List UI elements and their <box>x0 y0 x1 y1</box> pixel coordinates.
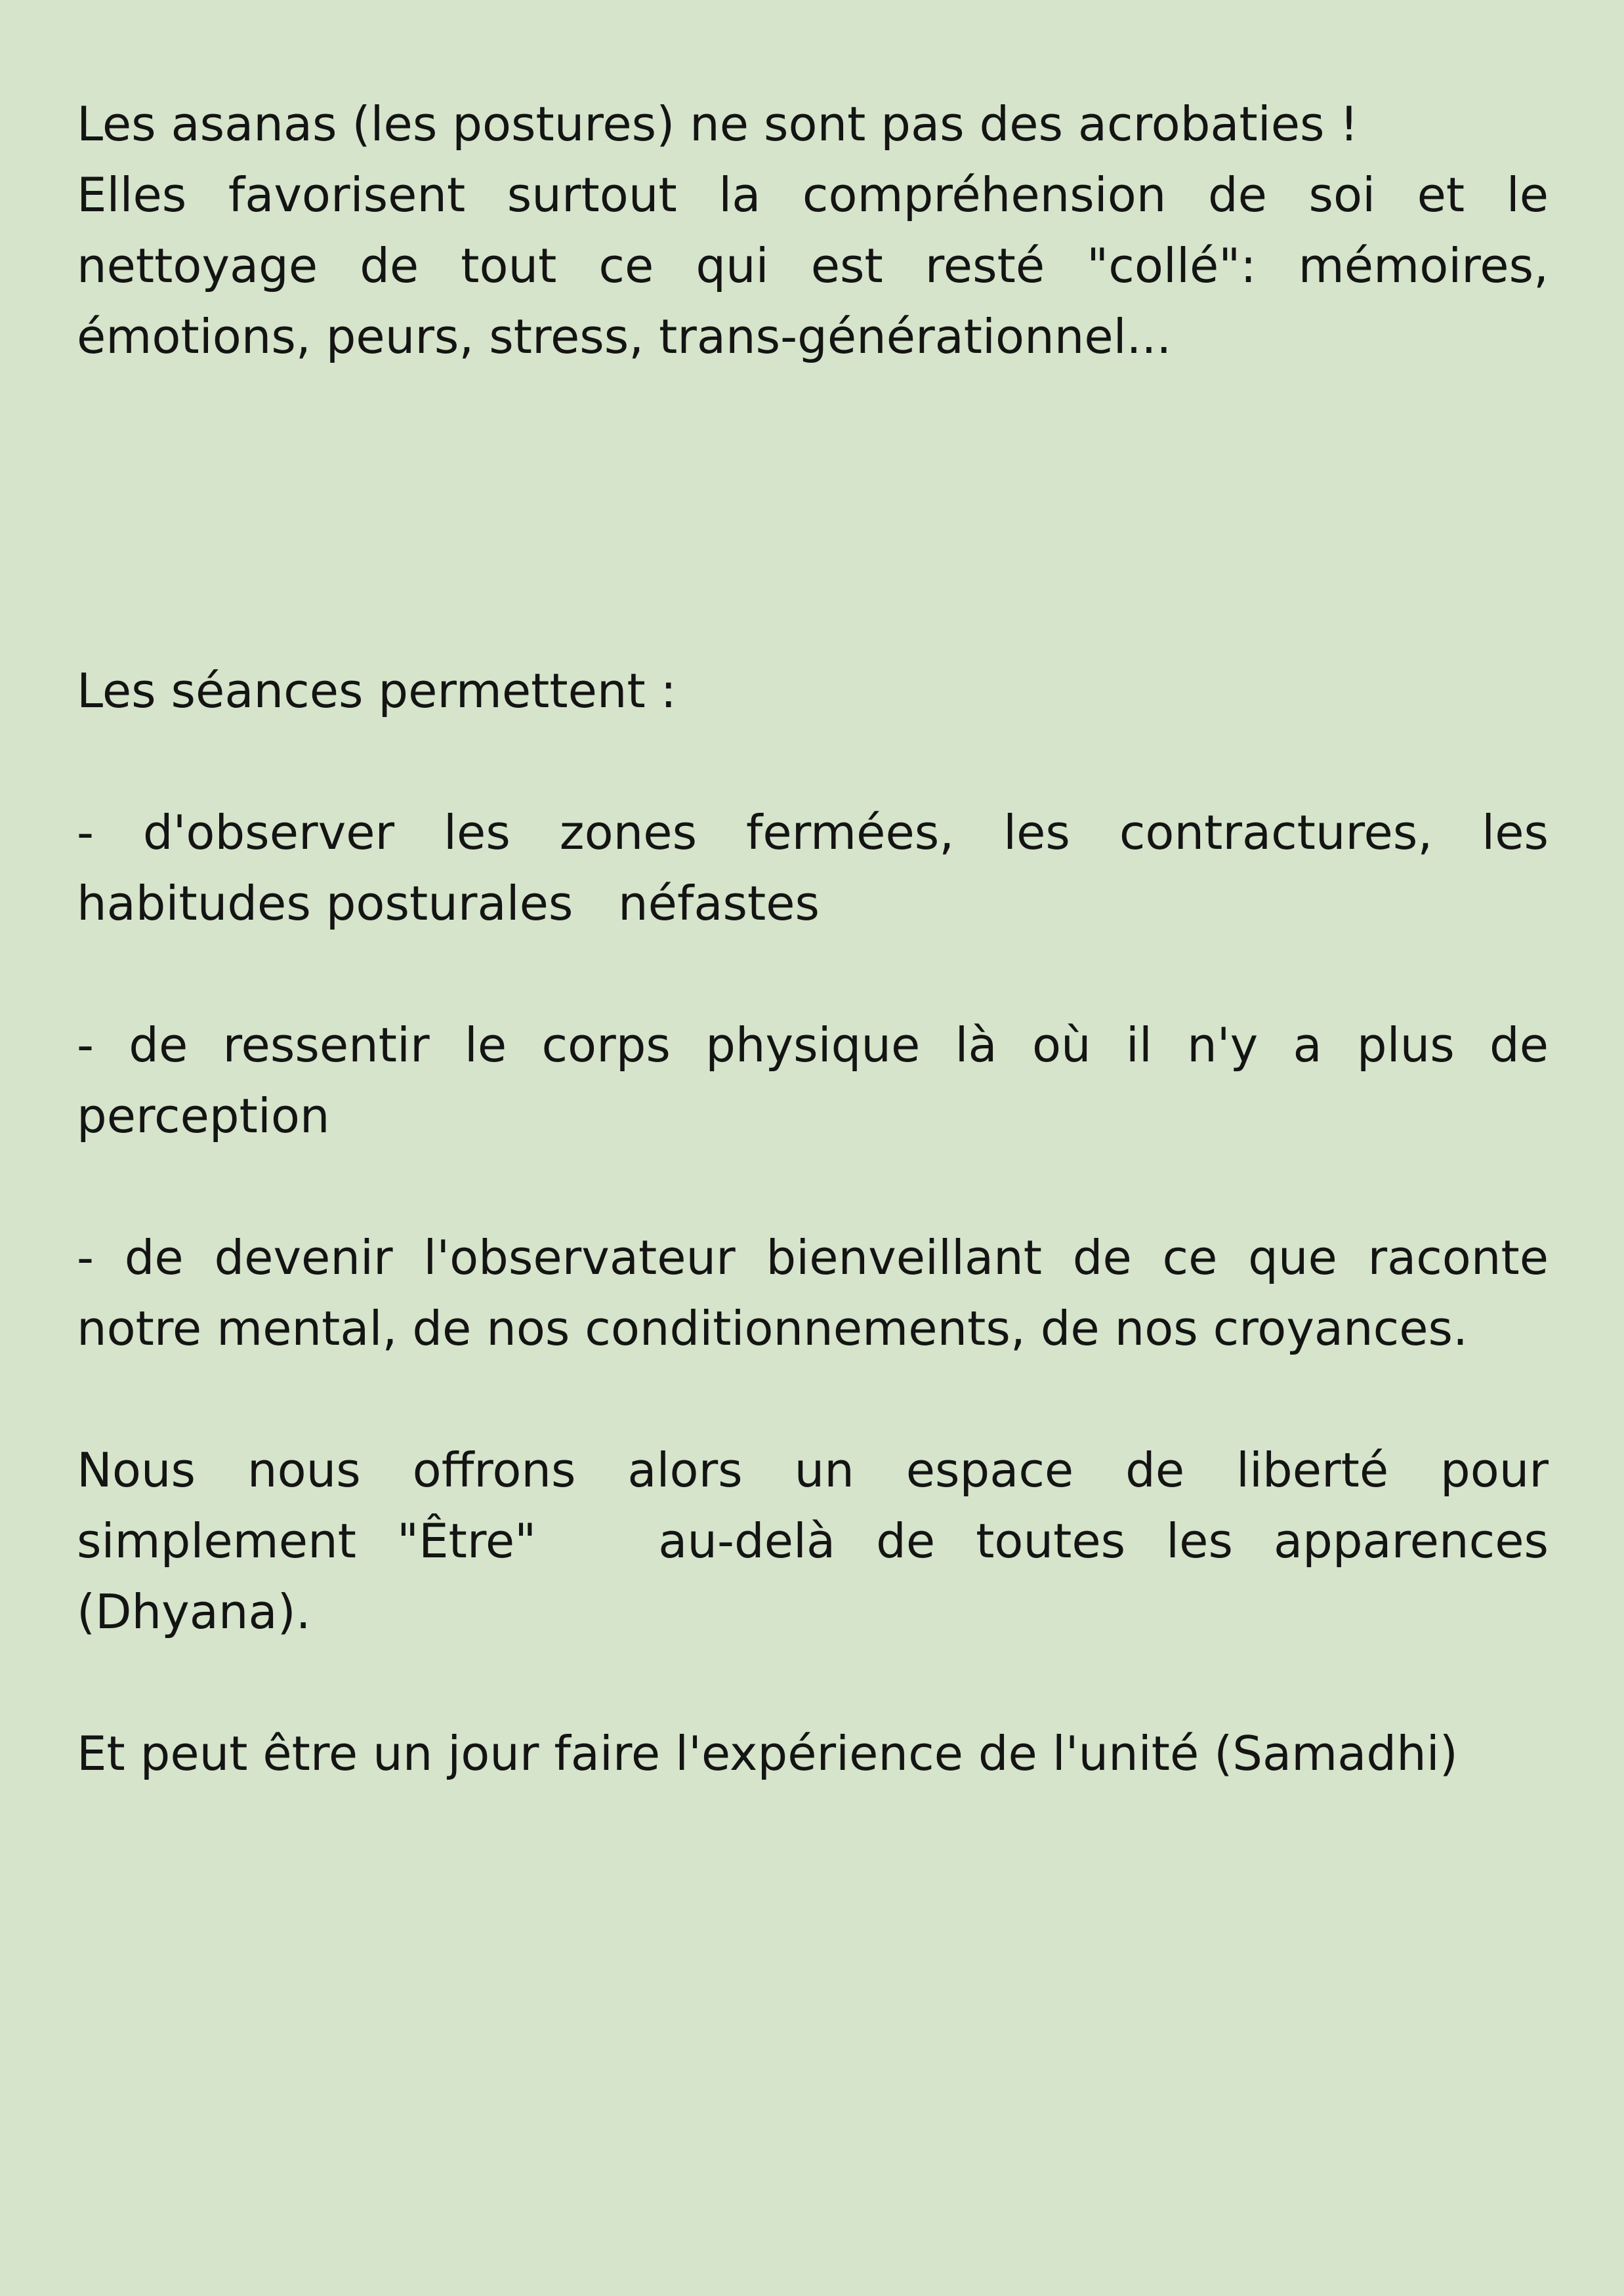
conclusion-freedom: Nous nous offrons alors un espace de liberté pour simplement "Être" au-delà de toutes les apparences (Dhyana). <box>77 1443 1564 1639</box>
spacer <box>77 1647 1549 1718</box>
conclusion-unity: Et peut être un jour faire l'expérience de l'unité (Samadhi) <box>77 1726 1458 1781</box>
spacer <box>77 1364 1549 1435</box>
sessions-item-observe: - d'observer les zones fermées, les contractures, les habitudes posturales néfastes <box>77 805 1564 931</box>
sessions-item-witness: - de devenir l'observateur bienveillant de ce que raconte notre mental, de nos conditionnements, de nos croyances. <box>77 1230 1549 1356</box>
spacer <box>77 1151 1549 1222</box>
intro-headline: Les asanas (les postures) ne sont pas des acrobaties ! <box>77 96 1359 152</box>
spacer <box>77 372 1549 655</box>
sessions-lead: Les séances permettent : <box>77 663 677 718</box>
spacer <box>77 939 1549 1010</box>
spacer <box>77 726 1549 797</box>
intro-paragraph: Elles favorisent surtout la compréhension de soi et le nettoyage de tout ce qui est resté "collé": mémoires, émotions, peurs, stress, trans-générationnel... <box>77 167 1549 364</box>
document-body <box>77 89 1564 1789</box>
sessions-item-feel: - de ressentir le corps physique là où il n'y a plus de perception <box>77 1017 1549 1143</box>
